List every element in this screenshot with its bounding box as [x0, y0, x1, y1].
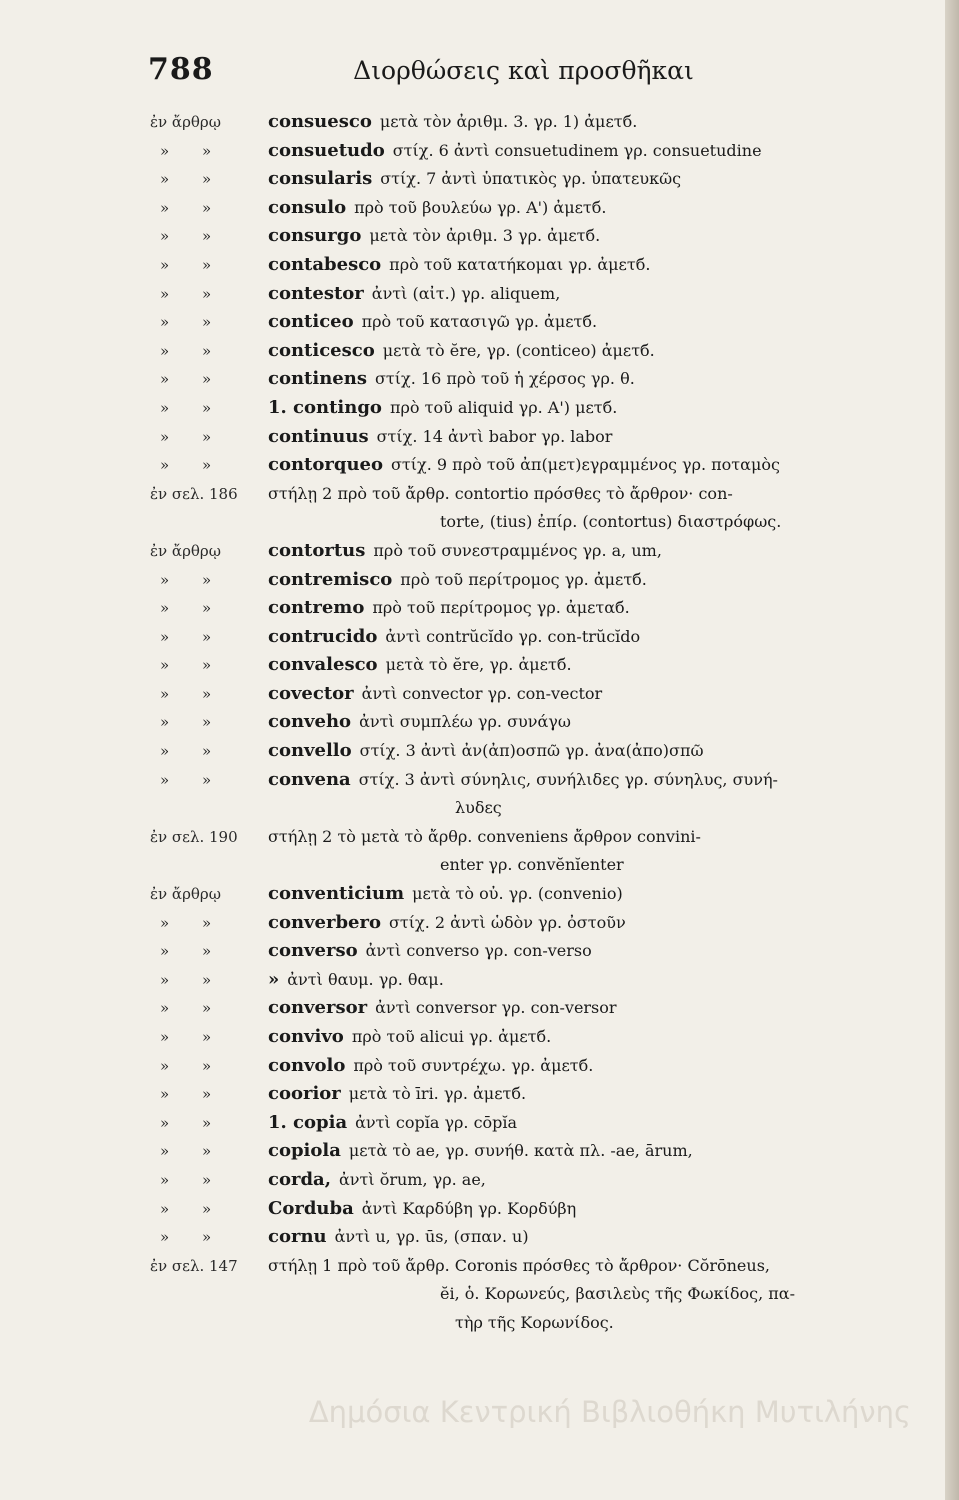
- entry-headword: continuus: [268, 425, 369, 447]
- entry-correction-note: στίχ. 9 πρὸ τοῦ ἀπ(μετ)εγραμμένος γρ. ποταμὸς: [391, 455, 780, 475]
- entry-location: ἐν σελ. 190: [150, 827, 238, 846]
- correction-entry: [150, 708, 929, 737]
- entry-headword: converbero: [268, 911, 381, 933]
- entry-headword: conticeo: [268, 311, 354, 333]
- entry-correction-note: πρὸ τοῦ κατασιγῶ γρ. ἀμετб.: [361, 312, 598, 332]
- entry-location: » »: [160, 198, 226, 217]
- entry-correction-note: ἀντὶ u, γρ. ūs, (σπαν. u): [334, 1227, 529, 1247]
- correction-entry: [150, 394, 929, 423]
- entry-correction-note: μετὰ τὸ ĕre, γρ. (conticeo) ἀμετб.: [382, 340, 655, 360]
- entry-location: » »: [160, 370, 226, 389]
- entry-correction-note: torte, (tius) ἐπίρ. (contortus) διαστρόφως.: [440, 512, 782, 532]
- entry-headword: conventicium: [268, 883, 405, 905]
- correction-entry: [150, 222, 929, 251]
- entry-correction-note: ἀντὶ συμπλέω γρ. συνάγω: [359, 712, 571, 732]
- entry-location: » »: [160, 770, 226, 789]
- correction-entry: [150, 880, 929, 909]
- entry-headword: converso: [268, 940, 358, 962]
- entry-location: » »: [160, 1228, 226, 1247]
- entry-correction-note: στήλῃ 1 πρὸ τοῦ ἄρθρ. Coronis πρόσθες τὸ ἄρθρον· Cŏrōneus,: [268, 1255, 770, 1275]
- entry-headword: 1. copia: [268, 1111, 348, 1133]
- entry-correction-note: μετὰ τὸν ἀριθμ. 3. γρ. 1) ἀμετб.: [379, 112, 638, 131]
- correction-entry: [150, 1252, 929, 1281]
- entry-location: » »: [160, 999, 226, 1018]
- entry-continuation: [150, 1280, 929, 1309]
- entry-location: » »: [160, 1085, 226, 1104]
- entry-correction-note: στίχ. 2 ἀντὶ ὡδὸν γρ. ὀστοῦν: [388, 912, 626, 932]
- correction-entry: [150, 537, 929, 566]
- entry-location: » »: [160, 456, 226, 475]
- entry-headword: consuesco: [268, 111, 372, 132]
- entry-correction-note: ἀντὶ (αἰτ.) γρ. aliquem,: [371, 283, 561, 303]
- entry-correction-note: πρὸ τοῦ βουλεύω γρ. A') ἀμετб.: [354, 197, 607, 217]
- entry-correction-note: πρὸ τοῦ aliquid γρ. A') μετб.: [389, 397, 618, 417]
- entry-correction-note: ἀντὶ θαυμ. γρ. θαμ.: [287, 969, 444, 989]
- entry-correction-note: μετὰ τὸ īri. γρ. ἀμετб.: [348, 1084, 527, 1104]
- correction-entry: [150, 194, 929, 223]
- entry-correction-note: στίχ. 16 πρὸ τοῦ ἡ χέρσος γρ. θ.: [374, 369, 635, 389]
- correction-entry: [150, 1023, 929, 1052]
- entry-headword: consularis: [268, 168, 373, 190]
- entry-location: » »: [160, 599, 226, 618]
- entry-headword: convalesco: [268, 654, 378, 676]
- entry-location: » »: [160, 742, 226, 761]
- entry-location: » »: [160, 1142, 226, 1161]
- entry-continuation: [150, 508, 929, 537]
- correction-entry: [150, 594, 929, 623]
- correction-entry: [150, 1080, 929, 1109]
- entry-headword: copiola: [268, 1140, 341, 1162]
- entry-headword: »: [268, 968, 280, 990]
- correction-entry: [150, 1166, 929, 1195]
- entry-headword: contremo: [268, 597, 365, 619]
- entry-headword: 1. contingo: [268, 396, 382, 418]
- entry-location: ἐν ἄρθρῳ: [150, 885, 221, 904]
- entry-location: » »: [160, 1056, 226, 1075]
- entry-location: » »: [160, 713, 226, 732]
- entry-correction-note: ἀντὶ converso γρ. con-verso: [365, 941, 592, 961]
- correction-entry: [150, 966, 929, 995]
- correction-entry: [150, 280, 929, 309]
- entry-location: » »: [160, 1113, 226, 1132]
- entry-location: » »: [160, 255, 226, 274]
- entry-correction-note: στίχ. 6 ἀντὶ consuetudinem γρ. consuetudine: [392, 140, 762, 160]
- entry-location: ἐν σελ. 147: [150, 1256, 238, 1275]
- entry-correction-note: πρὸ τοῦ συντρέχω. γρ. ἀμετб.: [353, 1055, 594, 1075]
- entry-correction-note: μετὰ τὸν ἀριθμ. 3 γρ. ἀμετб.: [369, 226, 601, 246]
- entry-location: » »: [160, 684, 226, 703]
- entry-correction-note: enter γρ. convĕnĭenter: [440, 855, 624, 875]
- entry-location: » »: [160, 313, 226, 332]
- entry-location: » »: [160, 913, 226, 932]
- correction-entry: [150, 737, 929, 766]
- entry-location: » »: [160, 570, 226, 589]
- entry-correction-note: πρὸ τοῦ συνεστραμμένος γρ. a, um,: [373, 540, 662, 560]
- page-number: 788: [148, 52, 214, 87]
- entry-location: » »: [160, 284, 226, 303]
- entry-location: » »: [160, 1170, 226, 1189]
- correction-entry: [150, 308, 929, 337]
- entry-headword: consulo: [268, 196, 347, 218]
- entry-location: » »: [160, 656, 226, 675]
- entry-headword: conticesco: [268, 339, 375, 361]
- entry-correction-note: τὴρ τῆς Κορωνίδος.: [455, 1312, 614, 1332]
- entry-headword: cornu: [268, 1226, 327, 1248]
- entry-headword: convello: [268, 740, 352, 762]
- corrections-list: [150, 108, 929, 1338]
- entry-headword: coorior: [268, 1083, 341, 1105]
- correction-entry: [150, 566, 929, 595]
- entry-correction-note: ἀντὶ Καρδύβη γρ. Κορδύβη: [361, 1198, 577, 1218]
- entry-correction-note: μετὰ τὸ ĕre, γρ. ἀμετб.: [385, 655, 572, 675]
- correction-entry: [150, 1109, 929, 1138]
- entry-continuation: [150, 1309, 929, 1338]
- correction-entry: [150, 623, 929, 652]
- entry-correction-note: λυδες: [455, 798, 502, 818]
- entry-headword: Corduba: [268, 1197, 354, 1219]
- entry-headword: consurgo: [268, 225, 362, 247]
- entry-correction-note: στίχ. 14 ἀντὶ babor γρ. labor: [376, 426, 613, 446]
- entry-headword: conveho: [268, 711, 352, 733]
- page-header: [148, 52, 899, 96]
- entry-correction-note: ἀντὶ conversor γρ. con-versor: [375, 998, 617, 1018]
- entry-headword: convena: [268, 768, 351, 790]
- entry-headword: contestor: [268, 282, 364, 304]
- entry-headword: corda,: [268, 1168, 331, 1190]
- correction-entry: [150, 337, 929, 366]
- entry-headword: contremisco: [268, 568, 393, 590]
- entry-headword: covector: [268, 682, 354, 704]
- correction-entry: [150, 1052, 929, 1081]
- correction-entry: [150, 823, 929, 852]
- entry-correction-note: στίχ. 3 ἀντὶ ἀν(ἀπ)οσπῶ γρ. ἀνα(ἀπο)σπῶ: [359, 741, 704, 761]
- entry-location: » »: [160, 427, 226, 446]
- entry-location: » »: [160, 970, 226, 989]
- entry-headword: contrucido: [268, 625, 378, 647]
- entry-continuation: [150, 794, 929, 823]
- entry-correction-note: ἀντὶ copĭa γρ. cōpĭa: [355, 1112, 518, 1132]
- entry-correction-note: πρὸ τοῦ alicui γρ. ἀμετб.: [351, 1027, 552, 1046]
- correction-entry: [150, 365, 929, 394]
- entry-correction-note: στήλῃ 2 τὸ μετὰ τὸ ἄρθρ. conveniens ἄρθρον convini-: [268, 826, 701, 846]
- correction-entry: [150, 480, 929, 509]
- entry-location: » »: [160, 1028, 226, 1046]
- entry-location: ἐν ἄρθρῳ: [150, 113, 221, 131]
- entry-location: » »: [160, 227, 226, 246]
- entry-correction-note: στίχ. 7 ἀντὶ ὑπατικὸς γρ. ὑπατευκῶς: [380, 169, 682, 189]
- entry-correction-note: στήλῃ 2 πρὸ τοῦ ἄρθρ. contortio πρόσθες τὸ ἄρθρον· con-: [268, 483, 733, 503]
- entry-location: » »: [160, 141, 226, 160]
- entry-location: » »: [160, 170, 226, 189]
- entry-correction-note: στίχ. 3 ἀντὶ σύνηλις, συνήλιδες γρ. σύνηλυς, συνή-: [358, 769, 778, 789]
- entry-headword: convivo: [268, 1026, 344, 1047]
- entry-location: » »: [160, 942, 226, 961]
- library-watermark: Δημόσια Κεντρική Βιβλιοθήκη Μυτιλήνης: [308, 1395, 911, 1429]
- correction-entry: [150, 165, 929, 194]
- correction-entry: [150, 766, 929, 795]
- entry-headword: conversor: [268, 997, 368, 1019]
- entry-location: ἐν ἄρθρῳ: [150, 541, 221, 560]
- entry-correction-note: ĕi, ὁ. Κορωνεύς, βασιλεὺς τῆς Φωκίδος, πα-: [440, 1284, 795, 1304]
- correction-entry: [150, 651, 929, 680]
- correction-entry: [150, 937, 929, 966]
- entry-continuation: [150, 851, 929, 880]
- entry-correction-note: μετὰ τὸ οὐ. γρ. (convenio): [412, 884, 623, 904]
- entry-headword: continens: [268, 368, 367, 390]
- correction-entry: [150, 137, 929, 166]
- entry-location: » »: [160, 398, 226, 417]
- entry-location: » »: [160, 627, 226, 646]
- correction-entry: [150, 108, 929, 137]
- correction-entry: [150, 451, 929, 480]
- entry-correction-note: ἀντὶ ŏrum, γρ. ae,: [338, 1169, 486, 1189]
- entry-correction-note: πρὸ τοῦ περίτρομος γρ. ἀμετб.: [400, 569, 647, 589]
- correction-entry: [150, 1137, 929, 1166]
- entry-correction-note: πρὸ τοῦ κατατήκομαι γρ. ἀμετб.: [389, 254, 651, 274]
- correction-entry: [150, 680, 929, 709]
- entry-correction-note: πρὸ τοῦ περίτρομος γρ. ἀμεταб.: [372, 598, 630, 618]
- running-title: Διορθώσεις καὶ προσθῆκαι: [353, 56, 694, 85]
- entry-correction-note: ἀντὶ contrŭcĭdo γρ. con-trŭcĭdo: [385, 626, 641, 646]
- entry-headword: contabesco: [268, 253, 382, 275]
- entry-correction-note: ἀντὶ convector γρ. con-vector: [361, 683, 603, 703]
- entry-headword: convolo: [268, 1054, 346, 1076]
- correction-entry: [150, 251, 929, 280]
- entry-headword: contorqueo: [268, 454, 383, 476]
- correction-entry: [150, 994, 929, 1023]
- correction-entry: [150, 423, 929, 452]
- entry-location: » »: [160, 341, 226, 360]
- correction-entry: [150, 909, 929, 938]
- entry-location: » »: [160, 1199, 226, 1218]
- correction-entry: [150, 1195, 929, 1224]
- correction-entry: [150, 1223, 929, 1252]
- entry-correction-note: μετὰ τὸ ae, γρ. συνήθ. κατὰ πλ. -ae, ārum,: [348, 1141, 693, 1161]
- page-edge: [945, 0, 959, 1500]
- entry-headword: contortus: [268, 539, 366, 561]
- entry-location: ἐν σελ. 186: [150, 484, 238, 503]
- entry-headword: consuetudo: [268, 139, 385, 161]
